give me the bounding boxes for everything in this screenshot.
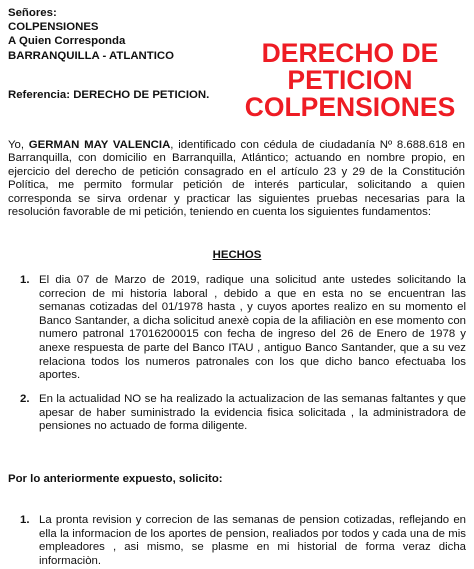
addressee-city: BARRANQUILLA - ATLANTICO [8,49,174,62]
banner-line-2: PETICION [287,65,413,95]
intro-text: , identificado con cédula de ciudadanía Nº 8.688.618 en Barranquilla, con domicilio en Barranquilla, Atlántico; actuando en nombre propio, en ejercicio del derecho de petición consagrado en el artículo 23 y 29 de la Constitución Política, me permito formular petición de interés particular, solicitando a quien corresponda se sirva ordenar y practicar las siguientes pruebas necesarias para la resolución favorable de mi petición, teniendo en cuenta los siguientes fundamentos: [8,139,465,219]
hecho-text: El dia 07 de Marzo de 2019, radique una solicitud ante ustedes solicitando la correcion de mi historia laboral , debido a que en esta no se encuentran las semanas cotizadas del 01/1978 hasta , y cuyos aportes realizo en su momento el Banco Santander, a dicha solicitud anexè copia de la afiliaciòn en ese momento con numero patronal 17016200015 con fecha de ingreso del 26 de Enero de 1978 y anexe respuesta de parte del Banco ITAU , antiguo Banco Santander, que a su vez relaciona todos los numeros patronales con los que dicho banco efectuaba los aportes. [39,274,466,382]
petitioner-name: GERMAN MAY VALENCIA [28,139,171,151]
hecho-number: 1. [20,274,30,286]
solicitud-item [20,514,466,568]
addressee-entity: COLPENSIONES [8,21,99,34]
hecho-item [20,274,466,383]
hechos-heading: HECHOS [212,249,262,261]
intro-prefix: Yo, [8,139,29,151]
hecho-text: En la actualidad NO se ha realizado la actualizacion de las semanas faltantes y que apesar de haber suministrado la evidencia fisica solicitada , la administradora de pensiones no actuado de forma diligente. [39,393,466,433]
red-title-banner [226,40,474,121]
hecho-number: 2. [20,393,30,405]
intro-paragraph [8,139,465,219]
banner-line-3: COLPENSIONES [244,92,456,122]
reference-line: Referencia: DERECHO DE PETICION. [8,89,210,101]
addressee-recipient: A Quien Corresponda [8,35,126,48]
addressee-block [8,6,174,63]
solicito-heading: Por lo anteriormente expuesto, solicito: [8,473,223,485]
solicitud-text: La pronta revision y correcion de las semanas de pension cotizadas, reflejando en ella la informacion de los aportes de pension, realiados por todos y cada una de mis empleadores , asi mismo, se plasme en mi historial de forma veraz dicha informaciòn. [39,514,466,567]
hecho-item [20,393,466,434]
salutation: Señores: [8,7,57,19]
solicitud-number: 1. [20,514,30,526]
banner-line-1: DERECHO DE [261,38,439,68]
